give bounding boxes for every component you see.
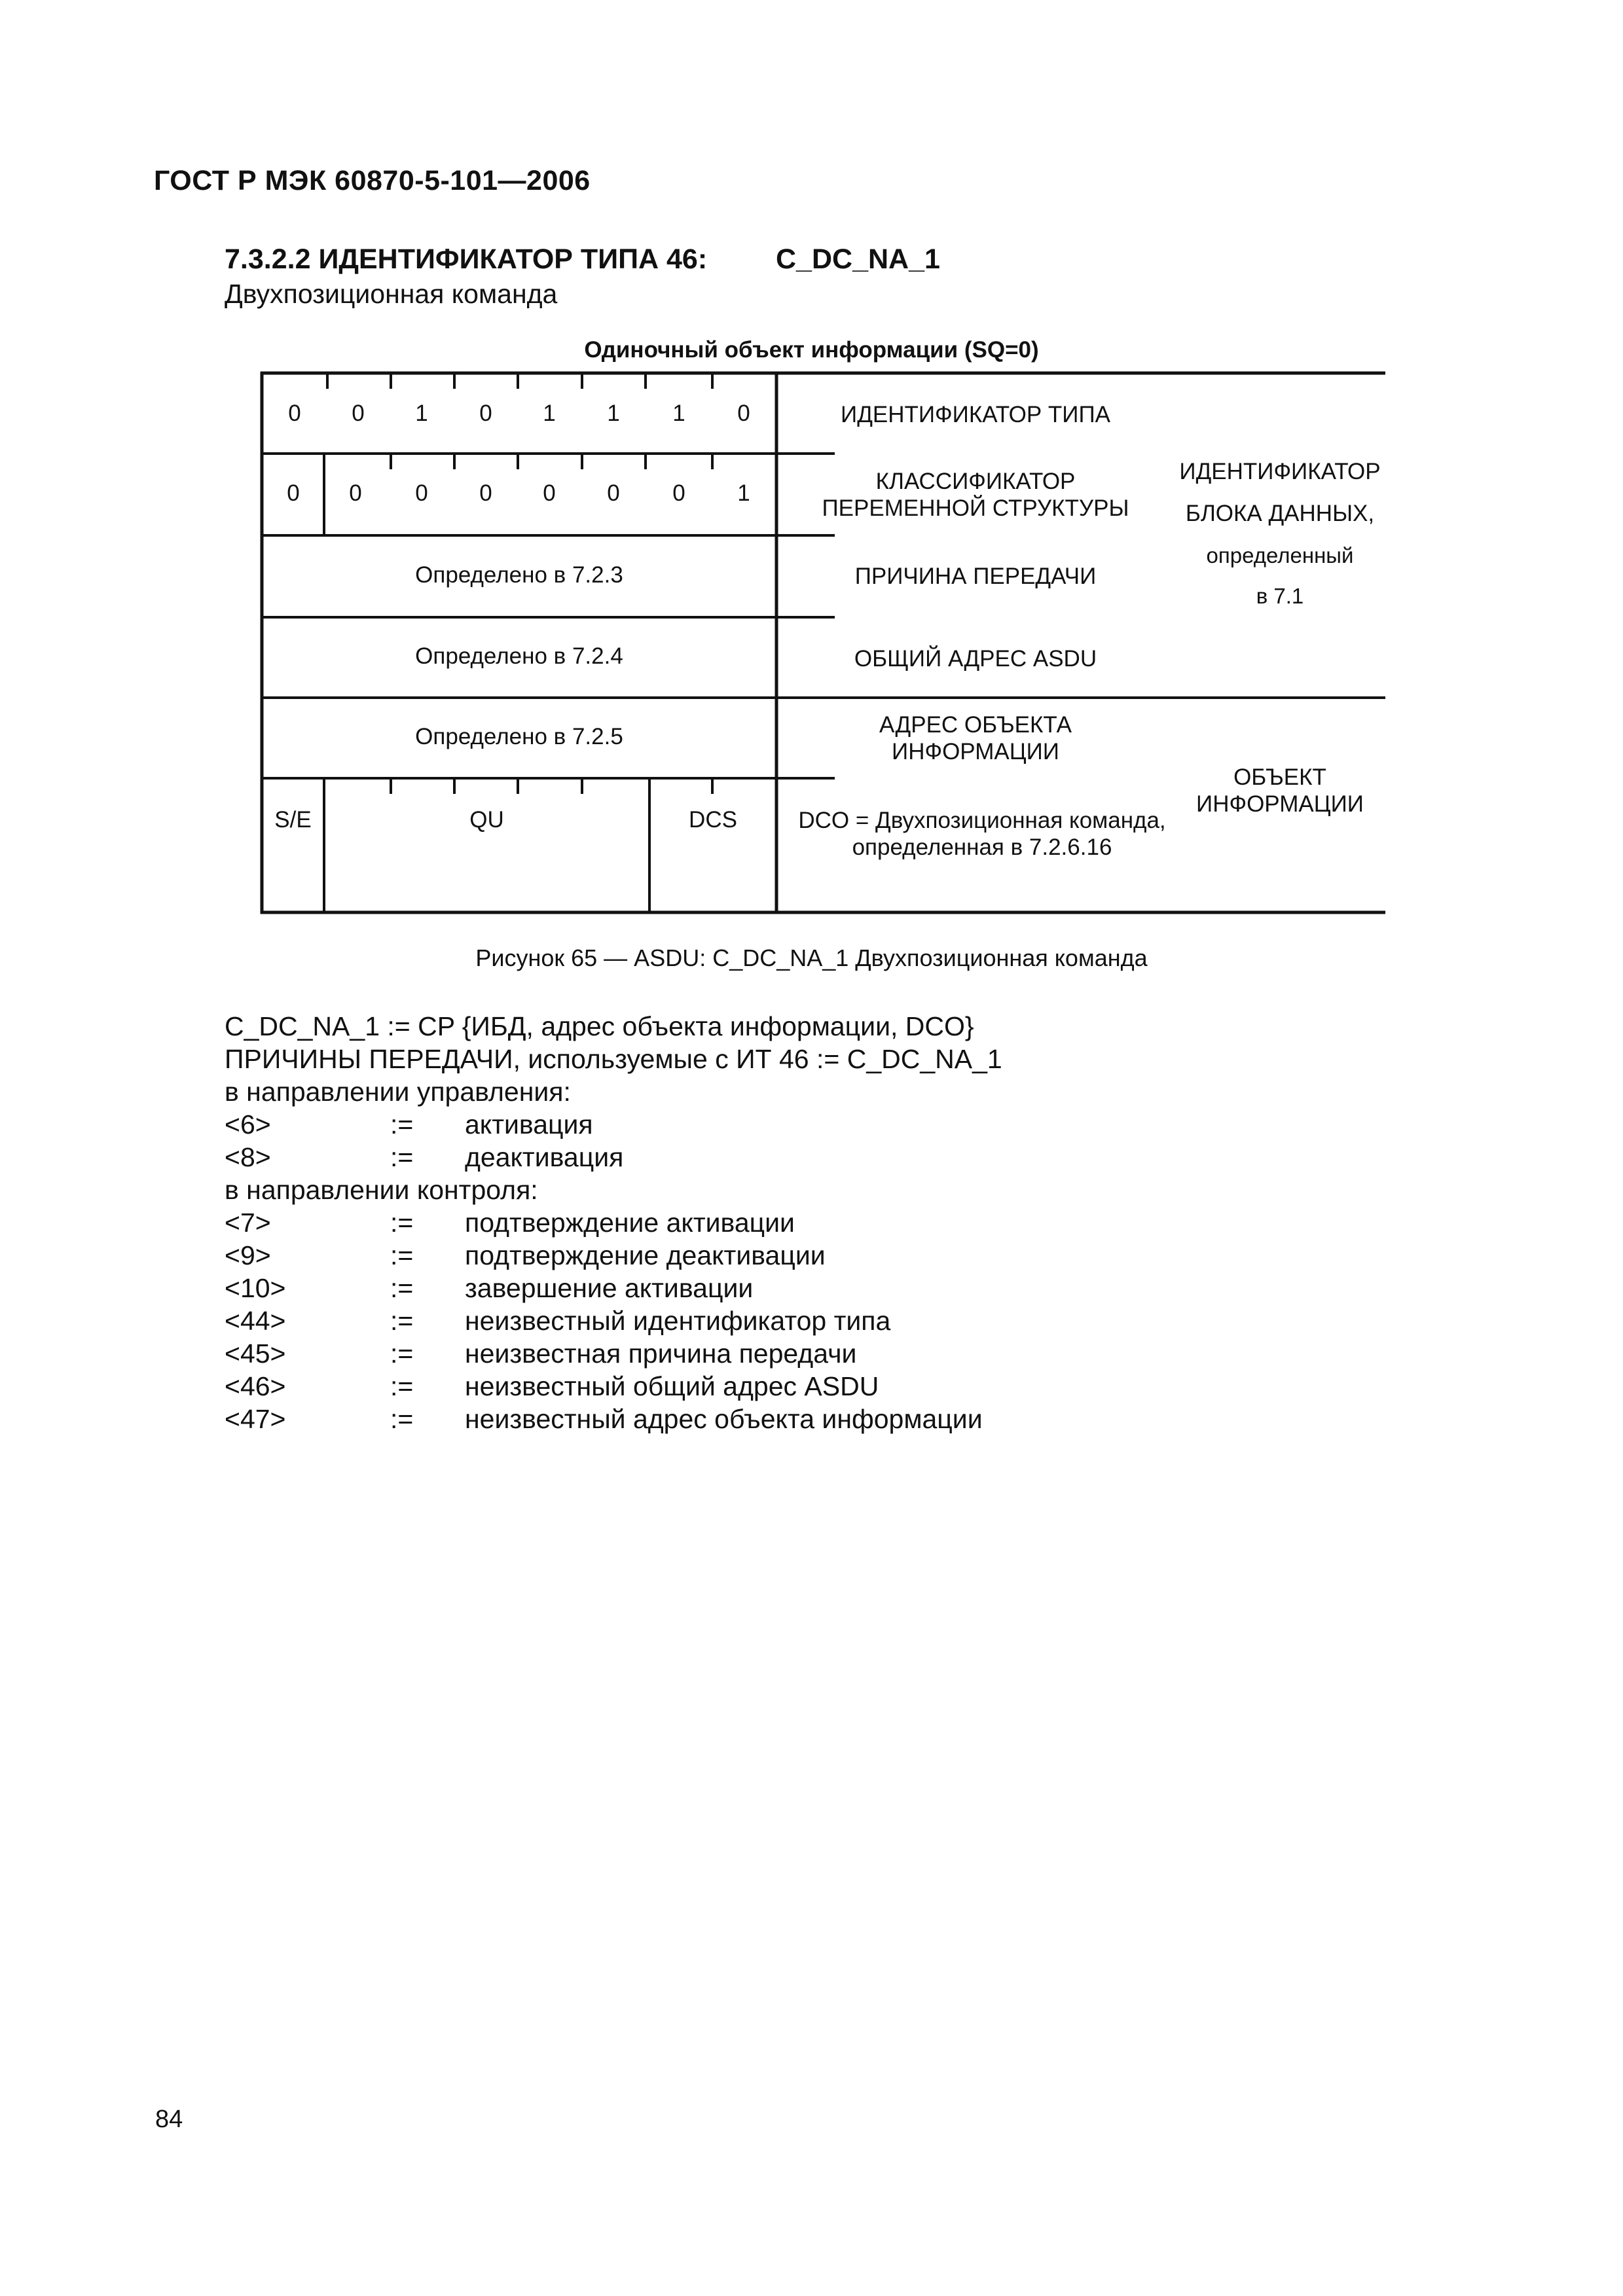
- definition-line: C_DC_NA_1 := CP {ИБД, адрес объекта информации, DCO}: [225, 1011, 974, 1041]
- row2-bit-2: 0: [672, 480, 685, 506]
- label-io-line1: ОБЪЕКТ: [1233, 764, 1326, 790]
- causes-title: ПРИЧИНЫ ПЕРЕДАЧИ, используемые с ИТ 46 := C_DC_NA_1: [225, 1044, 1002, 1074]
- row2-bit-5: 0: [479, 480, 492, 506]
- row2-bit-8: 0: [287, 480, 300, 506]
- label-vsq-line1: КЛАССИФИКАТОР: [875, 469, 1076, 494]
- label-dco-line2: определенная в 7.2.6.16: [852, 834, 1112, 860]
- row2-bit-7: 0: [349, 480, 362, 506]
- cause-description: подтверждение деактивации: [465, 1240, 826, 1270]
- se-field: S/E: [274, 807, 312, 833]
- cause-operator: :=: [390, 1109, 414, 1139]
- cause-description: неизвестный идентификатор типа: [465, 1306, 891, 1336]
- row1-bit-6: 1: [415, 401, 428, 426]
- label-io-line2: ИНФОРМАЦИИ: [1196, 791, 1364, 817]
- section-subtitle: Двухпозиционная команда: [225, 279, 558, 309]
- cause-code: <45>: [225, 1338, 286, 1369]
- cause-operator: :=: [390, 1142, 414, 1172]
- monitor-direction-heading: в направлении контроля:: [225, 1175, 538, 1205]
- section-title: 7.3.2.2 ИДЕНТИФИКАТОР ТИПА 46:: [225, 243, 708, 275]
- cause-code: <10>: [225, 1273, 286, 1303]
- label-duid-line2: БЛОКА ДАННЫХ,: [1185, 501, 1375, 526]
- row1-bit-4: 1: [543, 401, 556, 426]
- row1-bit-5: 0: [479, 401, 492, 426]
- cause-operator: :=: [390, 1208, 414, 1238]
- row1-bit-8: 0: [288, 401, 301, 426]
- control-direction-heading: в направлении управления:: [225, 1077, 571, 1107]
- label-type-id: ИДЕНТИФИКАТОР ТИПА: [841, 402, 1110, 427]
- cause-description: деактивация: [465, 1142, 624, 1172]
- label-common-address: ОБЩИЙ АДРЕС ASDU: [854, 646, 1097, 672]
- label-vsq-line2: ПЕРЕМЕННОЙ СТРУКТУРЫ: [822, 495, 1129, 521]
- label-duid-line3: определенный: [1206, 543, 1354, 567]
- cause-code: <7>: [225, 1208, 271, 1238]
- cause-code: <44>: [225, 1306, 286, 1336]
- document-header: ГОСТ Р МЭК 60870-5-101—2006: [154, 165, 591, 196]
- cause-code: <6>: [225, 1109, 271, 1139]
- label-ioa-line2: ИНФОРМАЦИИ: [892, 739, 1059, 764]
- cause-description: подтверждение активации: [465, 1208, 795, 1238]
- cause-code: <46>: [225, 1371, 286, 1401]
- qu-field: QU: [469, 807, 504, 833]
- cause-code: <9>: [225, 1240, 271, 1270]
- cause-description: завершение активации: [465, 1273, 754, 1303]
- cause-operator: :=: [390, 1240, 414, 1270]
- cause-description: неизвестная причина передачи: [465, 1338, 857, 1369]
- cause-description: неизвестный адрес объекта информации: [465, 1404, 983, 1434]
- cause-operator: :=: [390, 1306, 414, 1336]
- cause-description: активация: [465, 1109, 593, 1139]
- row1-bit-2: 1: [672, 401, 685, 426]
- label-duid-line1: ИДЕНТИФИКАТОР: [1179, 459, 1381, 484]
- diagram-title: Одиночный объект информации (SQ=0): [584, 337, 1039, 363]
- row2-bit-3: 0: [607, 480, 620, 506]
- label-duid-line4: в 7.1: [1256, 584, 1304, 608]
- cause-operator: :=: [390, 1338, 414, 1369]
- label-cot: ПРИЧИНА ПЕРЕДАЧИ: [854, 564, 1097, 589]
- dcs-field: DCS: [689, 807, 737, 833]
- type-code: C_DC_NA_1: [776, 243, 940, 275]
- label-dco-line1: DCO = Двухпозиционная команда,: [798, 808, 1166, 833]
- cause-operator: :=: [390, 1273, 414, 1303]
- row1-bit-7: 0: [352, 401, 365, 426]
- row1-bit-3: 1: [607, 401, 620, 426]
- cause-code: <8>: [225, 1142, 271, 1172]
- row1-bit-1: 0: [737, 401, 750, 426]
- cause-code: <47>: [225, 1404, 286, 1434]
- cause-operator: :=: [390, 1404, 414, 1434]
- row2-bit-1: 1: [737, 480, 750, 506]
- common-address-field: Определено в 7.2.4: [415, 643, 623, 669]
- row2-bit-6: 0: [415, 480, 428, 506]
- cause-operator: :=: [390, 1371, 414, 1401]
- row2-bit-4: 0: [543, 480, 556, 506]
- ioa-field: Определено в 7.2.5: [415, 724, 623, 749]
- cot-field: Определено в 7.2.3: [415, 562, 623, 588]
- cause-description: неизвестный общий адрес ASDU: [465, 1371, 879, 1401]
- page-number: 84: [155, 2106, 183, 2133]
- figure-caption: Рисунок 65 — ASDU: C_DC_NA_1 Двухпозиционная команда: [475, 944, 1148, 971]
- label-ioa-line1: АДРЕС ОБЪЕКТА: [879, 712, 1072, 738]
